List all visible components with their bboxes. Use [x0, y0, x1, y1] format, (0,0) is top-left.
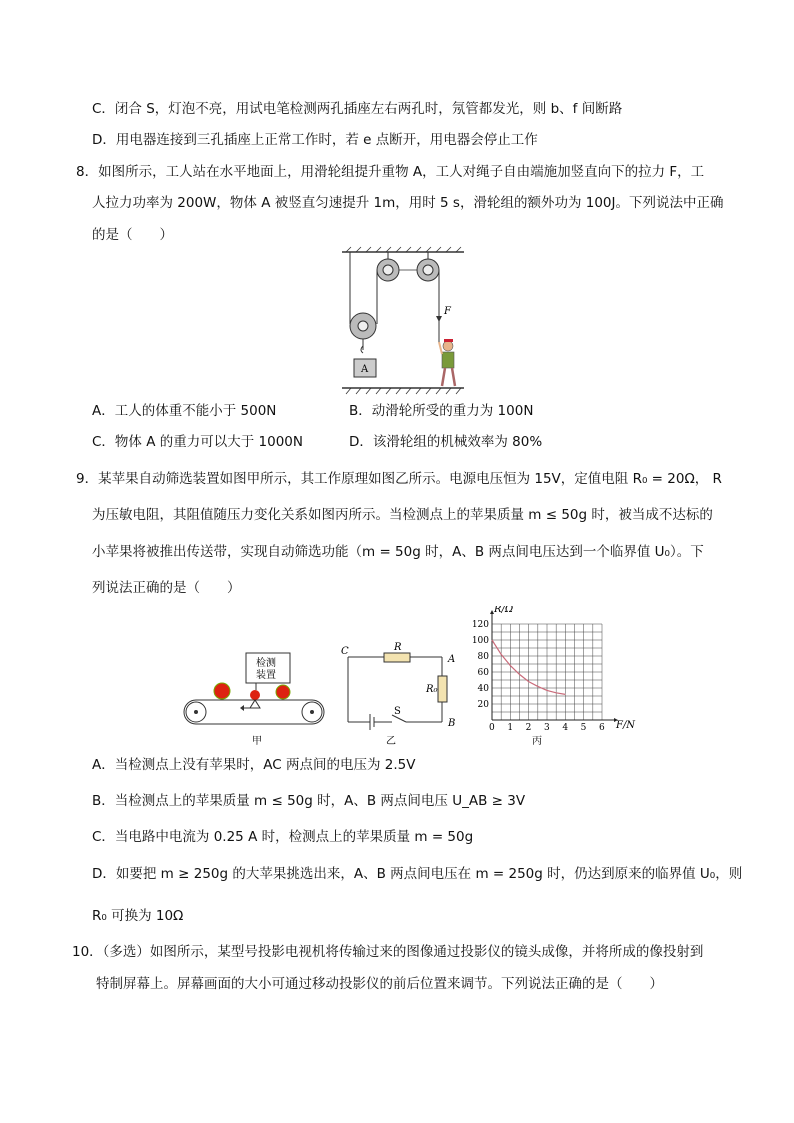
y-tick-label: 100 — [471, 636, 489, 646]
q9-option-a: A．当检测点上没有苹果时，AC 两点间的电压为 2.5V — [92, 757, 416, 773]
q8-option-d: D．该滑轮组的机械效率为 80% — [349, 434, 543, 450]
q9-option-c: C．当电路中电流为 0.25 A 时，检测点上的苹果质量 m = 50g — [92, 829, 474, 845]
q10-stem-line-1: 10．（多选）如图所示，某型号投影电视机将传输过来的图像通过投影仪的镜头成像，并将所成的像投射到 — [72, 944, 704, 960]
q9-stem-line-2: 为压敏电阻，其阻值随压力变化关系如图丙所示。当检测点上的苹果质量 m ≤ 50g 时，被当成不达标的 — [92, 507, 713, 523]
x-tick-label: 1 — [507, 723, 514, 733]
q9-option-d-line-2: R₀ 可换为 10Ω — [92, 908, 184, 924]
q9-stem-line-4: 列说法正确的是（ ） — [92, 580, 241, 596]
q9-stem-line-3: 小苹果将被推出传送带，实现自动筛选功能（m = 50g 时，A、B 两点间电压达到一个临界值 U₀）。下 — [92, 544, 704, 560]
x-tick-label: 5 — [580, 723, 587, 733]
node-c-label: C — [341, 646, 349, 657]
q7-option-d: D．用电器连接到三孔插座上正常工作时，若 e 点断开，用电器会停止工作 — [92, 132, 538, 148]
q8-option-b: B．动滑轮所受的重力为 100N — [349, 403, 534, 419]
q8-stem-line-3: 的是（ ） — [92, 227, 173, 243]
node-a-label: A — [448, 654, 456, 665]
force-label: F — [444, 306, 451, 317]
resistor-r0-label: R₀ — [426, 684, 438, 695]
x-axis-label: F/N — [616, 720, 636, 731]
switch-s-label: S — [394, 706, 401, 717]
figure-bing-chart — [470, 606, 640, 748]
q8-stem-line-1: 8．如图所示，工人站在水平地面上，用滑轮组提升重物 A，工人对绳子自由端施加竖直向下的拉力 F，工 — [76, 164, 705, 180]
figure-jia-conveyor — [180, 650, 328, 750]
figure-yi-caption: 乙 — [386, 736, 396, 747]
y-tick-label: 20 — [477, 700, 489, 710]
x-tick-label: 6 — [599, 723, 605, 733]
y-axis-label: R/Ω — [494, 606, 514, 615]
figure-jia-caption: 甲 — [252, 736, 262, 747]
x-tick-label: 4 — [562, 723, 569, 733]
pulley-figure — [336, 246, 470, 396]
x-tick-label: 3 — [544, 723, 550, 733]
q9-stem-line-1: 9．某苹果自动筛选装置如图甲所示，其工作原理如图乙所示。电源电压恒为 15V，定值电阻 R₀ = 20Ω， R — [76, 471, 722, 487]
q8-option-c: C．物体 A 的重力可以大于 1000N — [92, 434, 303, 450]
resistor-r-label: R — [394, 642, 402, 653]
figure-bing-caption: 丙 — [532, 736, 542, 747]
device-label-line1: 检测 — [256, 658, 276, 669]
q10-stem-line-2: 特制屏幕上。屏幕画面的大小可通过移动投影仪的前后位置来调节。下列说法正确的是（ ） — [96, 976, 663, 992]
y-tick-label: 40 — [477, 684, 489, 694]
q8-option-a: A．工人的体重不能小于 500N — [92, 403, 277, 419]
device-label-line2: 装置 — [256, 670, 276, 681]
y-tick-label: 60 — [477, 668, 489, 678]
x-tick-label: 2 — [525, 723, 532, 733]
y-tick-label: 80 — [477, 652, 489, 662]
node-b-label: B — [448, 718, 456, 729]
q7-option-c: C．闭合 S，灯泡不亮，用试电笔检测两孔插座左右两孔时，氖管都发光，则 b、f 间断路 — [92, 101, 623, 117]
figure-yi-circuit — [338, 640, 462, 750]
q9-option-b: B．当检测点上的苹果质量 m ≤ 50g 时，A、B 两点间电压 U_AB ≥ 3V — [92, 793, 526, 809]
x-tick-label: 0 — [489, 723, 495, 733]
q8-stem-line-2: 人拉力功率为 200W，物体 A 被竖直匀速提升 1m，用时 5 s，滑轮组的额外功为 100J。下列说法中正确 — [92, 195, 724, 211]
q9-option-d-line-1: D．如要把 m ≥ 250g 的大苹果挑选出来，A、B 两点间电压在 m = 250g 时，仍达到原来的临界值 U₀，则 — [92, 866, 743, 882]
block-a-label: A — [361, 364, 369, 375]
y-tick-label: 120 — [471, 620, 489, 630]
